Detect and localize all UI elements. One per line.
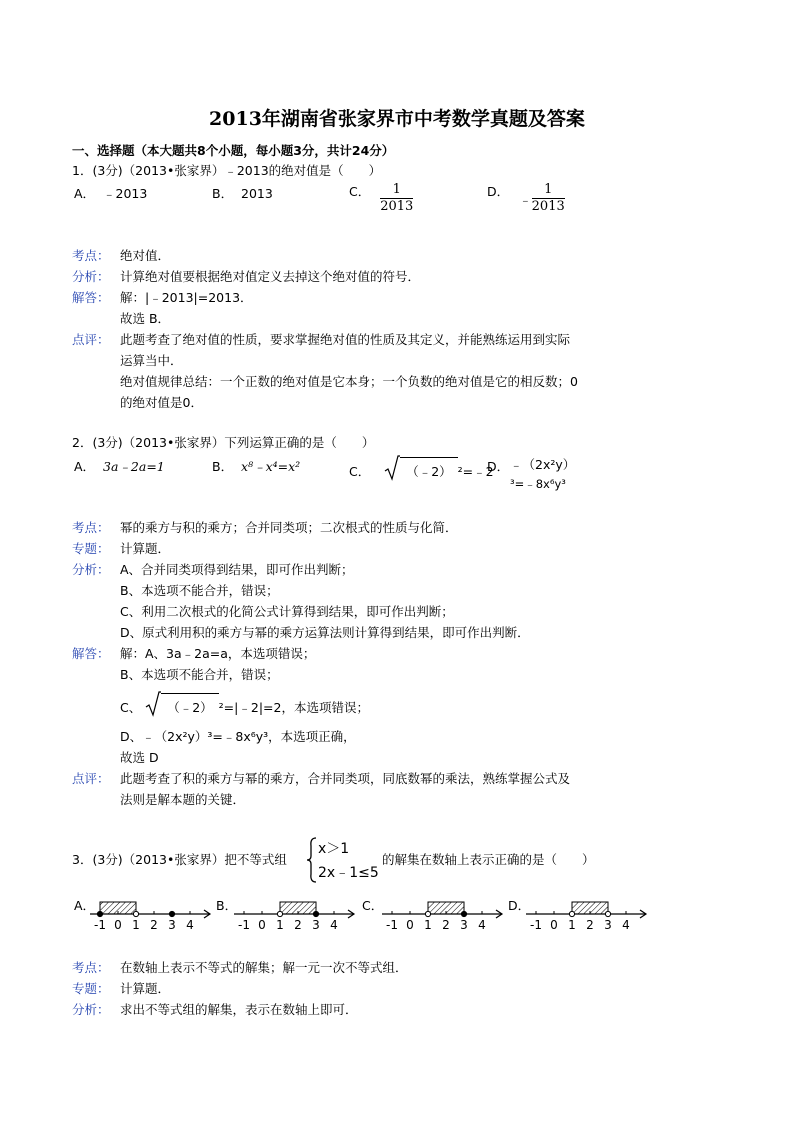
tick-label: 4: [330, 918, 338, 932]
sqrt-icon: [384, 455, 400, 481]
tick-label: 4: [478, 918, 486, 932]
tick-label: 1: [276, 918, 284, 932]
q2-zhuanti-label: 专题：: [72, 541, 110, 556]
q1-jieda-line1: 解：|﹣2013|=2013．: [120, 290, 253, 305]
q1-kaodian: 绝对值．: [120, 248, 171, 263]
q1-dianping-line4: 的绝对值是0．: [120, 395, 203, 410]
tick-label: 2: [586, 918, 594, 932]
q3-option-d-letter: D．: [508, 898, 531, 913]
brace-icon: [306, 836, 318, 884]
q2-dianping-label: 点评：: [72, 771, 110, 786]
solution-shading: [428, 902, 464, 914]
tick-label: 2: [294, 918, 302, 932]
q2-fenxi-line1: A、合并同类项得到结果，即可作出判断；: [120, 562, 354, 577]
number-line-b: [232, 894, 360, 934]
open-point: [425, 911, 430, 916]
q2-zhuanti: 计算题．: [120, 541, 171, 556]
tick-label: -1: [386, 918, 398, 932]
tick-label: 3: [168, 918, 176, 932]
sqrt-icon: [145, 691, 161, 717]
open-point: [605, 911, 610, 916]
q3-inequality-2: 2x﹣1≤5: [318, 865, 379, 881]
tick-label: 0: [258, 918, 266, 932]
tick-label: 4: [622, 918, 630, 932]
q2-fenxi-label: 分析：: [72, 562, 110, 577]
tick-label: -1: [94, 918, 106, 932]
q3-zhuanti-label: 专题：: [72, 981, 110, 996]
tick-label: 1: [424, 918, 432, 932]
q1-option-c: C． $\frac{1}{2013}$: [349, 182, 414, 214]
q2-jieda-line1: 解：A、3a﹣2a=a，本选项错误；: [120, 646, 316, 661]
q2-option-d: D．: [487, 459, 510, 474]
q2-fenxi-line4: D、原式利用积的乘方与幂的乘方运算法则计算得到结果，即可作出判断．: [120, 625, 530, 640]
number-line-d: [524, 894, 652, 934]
tick-label: 2: [442, 918, 450, 932]
tick-label: 1: [568, 918, 576, 932]
q1-dianping-label: 点评：: [72, 332, 110, 347]
q3-fenxi-label: 分析：: [72, 1002, 110, 1017]
q3-stem-post: 的解集在数轴上表示正确的是（ ）: [382, 852, 595, 867]
q2-dianping-line2: 法则是解本题的关键．: [120, 792, 246, 807]
tick-label: 3: [604, 918, 612, 932]
q2-jieda-line5: 故选 D: [120, 750, 159, 765]
q2-kaodian: 幂的乘方与积的乘方；合并同类项；二次根式的性质与化简．: [120, 520, 458, 535]
open-point: [569, 911, 574, 916]
number-line-c: [380, 894, 508, 934]
q1-jieda-label: 解答：: [72, 290, 110, 305]
q3-option-c-letter: C．: [362, 898, 384, 913]
number-line-a: [88, 894, 216, 934]
tick-label: 1: [132, 918, 140, 932]
q3-kaodian: 在数轴上表示不等式的解集；解一元一次不等式组．: [120, 960, 408, 975]
closed-point: [461, 911, 466, 916]
q1-dianping-line1: 此题考查了绝对值的性质，要求掌握绝对值的性质及其定义，并能熟练运用到实际: [120, 332, 571, 347]
q3-option-a-letter: A．: [74, 898, 96, 913]
closed-point: [97, 911, 102, 916]
q2-option-b: B． x⁸﹣x⁴=x²: [212, 459, 301, 474]
q1-option-a: A． ﹣2013: [74, 186, 148, 201]
q2-jieda-line2: B、本选项不能合并，错误；: [120, 667, 279, 682]
q2-fenxi-line3: C、利用二次根式的化简公式计算得到结果，即可作出判断；: [120, 604, 454, 619]
open-point: [133, 911, 138, 916]
q1-kaodian-label: 考点：: [72, 248, 110, 263]
q2-option-c: C． （﹣2） ²=﹣2: [349, 457, 494, 480]
closed-point: [313, 911, 318, 916]
tick-label: 0: [406, 918, 414, 932]
q1-jieda-line2: 故选 B．: [120, 311, 171, 326]
tick-label: 3: [460, 918, 468, 932]
q1-option-d: D． ﹣ $\frac{1}{2013}$: [487, 182, 565, 214]
tick-label: 4: [186, 918, 194, 932]
solution-shading: [100, 902, 136, 914]
section-heading: 一、选择题（本大题共8个小题，每小题3分，共计24分）: [72, 143, 395, 158]
solution-shading: [572, 902, 608, 914]
q3-stem-pre: 3．(3分)（2013•张家界）把不等式组: [72, 852, 287, 867]
q2-option-a: A． 3a﹣2a=1: [74, 459, 165, 474]
tick-label: 2: [150, 918, 158, 932]
q2-kaodian-label: 考点：: [72, 520, 110, 535]
closed-point: [169, 911, 174, 916]
q3-zhuanti: 计算题．: [120, 981, 171, 996]
page-title: 2013年湖南省张家界市中考数学真题及答案: [209, 108, 585, 130]
q1-stem: 1．(3分)（2013•张家界）﹣2013的绝对值是（ ）: [72, 163, 382, 178]
q1-dianping-line2: 运算当中．: [120, 353, 183, 368]
q2-option-d-top: ﹣（2x²y）: [510, 457, 576, 472]
q2-jieda-label: 解答：: [72, 646, 110, 661]
q3-option-b-letter: B．: [216, 898, 238, 913]
tick-label: 3: [312, 918, 320, 932]
q3-kaodian-label: 考点：: [72, 960, 110, 975]
q2-dianping-line1: 此题考查了积的乘方与幂的乘方，合并同类项，同底数幂的乘法，熟练掌握公式及: [120, 771, 571, 786]
q1-option-b: B． 2013: [212, 186, 273, 201]
q1-dianping-line3: 绝对值规律总结：一个正数的绝对值是它本身；一个负数的绝对值是它的相反数；0: [120, 374, 578, 389]
tick-label: -1: [530, 918, 542, 932]
q3-fenxi: 求出不等式组的解集，表示在数轴上即可．: [120, 1002, 358, 1017]
open-point: [277, 911, 282, 916]
q1-fenxi: 计算绝对值要根据绝对值定义去掉这个绝对值的符号．: [120, 269, 421, 284]
tick-label: 0: [114, 918, 122, 932]
q1-fenxi-label: 分析：: [72, 269, 110, 284]
tick-label: -1: [238, 918, 250, 932]
q2-jieda-line3: C、 （﹣2） ²=|﹣2|=2，本选项错误；: [120, 693, 369, 716]
q2-fenxi-line2: B、本选项不能合并，错误；: [120, 583, 279, 598]
q2-jieda-line4: D、﹣（2x²y）³=﹣8x⁶y³，本选项正确，: [120, 729, 356, 744]
q3-inequality-1: x＞1: [318, 841, 350, 857]
q2-stem: 2．(3分)（2013•张家界）下列运算正确的是（ ）: [72, 435, 375, 450]
q2-option-d-bottom: ³=﹣8x⁶y³: [510, 477, 566, 491]
tick-label: 0: [550, 918, 558, 932]
solution-shading: [280, 902, 316, 914]
